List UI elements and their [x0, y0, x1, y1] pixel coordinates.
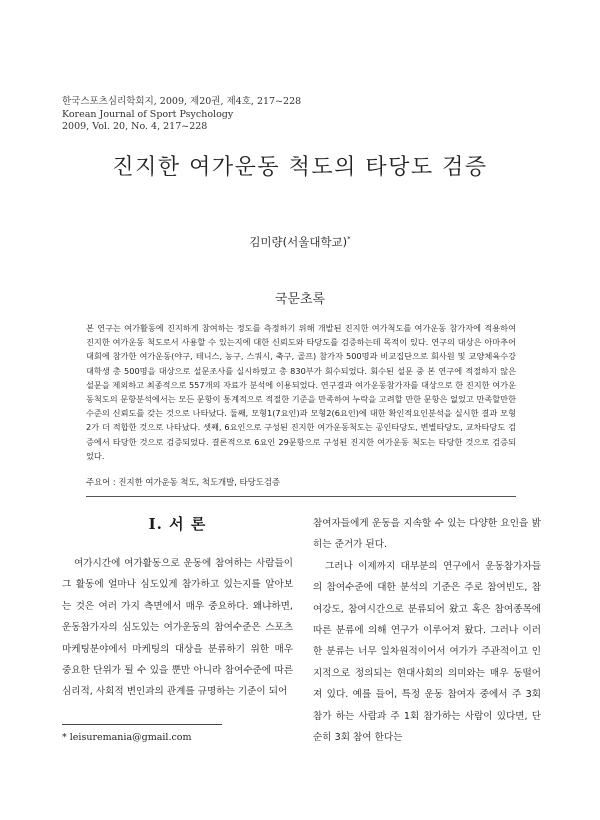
keywords: 주요어 : 진지한 여가운동 척도, 척도개발, 타당도검증: [86, 477, 281, 487]
author-line: [0, 234, 600, 250]
abstract-heading: 국문초록: [274, 292, 326, 307]
journal-name-english: Korean Journal of Sport Psychology: [62, 108, 234, 120]
author-footnote-mark: *: [347, 235, 351, 244]
abstract-divider: [86, 496, 516, 497]
journal-citation-korean: 한국스포츠심리학회지, 2009, 제20권, 제4호, 217~228: [62, 96, 302, 107]
body-paragraph: 참여자들에게 운동을 지속할 수 있는 다양한 요인을 밝히는 준거가 된다.: [313, 518, 541, 551]
abstract-text: 본 연구는 여가활동에 진지하게 참여하는 정도를 측정하기 위해 개발된 진지한 여가척도를 여가운동 참가자에 적용하여 진지한 여가운동 척도로서 사용할 수 있는지에 대한 신뢰도와 타당도를 검증하는데 목적이 있다. 연구의 대상은 아마추어 대회에 참가한 여가운동(야구, 테니스, 농구, 스쿼시, 축구, 골프) 참가자 500명과 비교집단으로 회사원 및 교양체육수강 대학생 총 500명을 대상으로 설문조사를 실시하였고 총 830부가 회수되었다. 회수된 설문 중 본 연구에 적절하지 않은 설문을 제외하고 최종적으로 557개의 자료가 분석에 이용되었다. 연구결과 여가운동참가자를 대상으로 한 진지한 여가운동척도의 문항분석에서는 모든 문항이 통계적으로 적절한 기준을 만족하여 누락을 고려할 만한 문항은 없었고 만족할만한 수준의 신뢰도를 갖는 것으로 나타났다. 둘째, 모형1(7요인)과 모형2(6요인)에 대한 확인적요인분석을 실시한 결과 모형2가 더 적합한 것으로 나타났다. 셋째, 6요인으로 구성된 진지한 여가운동척도는 공인타당도, 변별타당도, 교차타당도 검증에서 타당한 것으로 검증되었다. 결론적으로 6요인 29문항으로 구성된 진지한 여가운동 척도는 타당한 것으로 검증되었다.: [86, 323, 516, 461]
body-column-left: [62, 513, 293, 703]
body-paragraph: 그러나 이제까지 대부분의 연구에서 운동참가자들의 참여수준에 대한 분석의 기준은 주로 참여빈도, 참여강도, 참여시간으로 분류되어 왔고 혹은 참여종목에 따른 분류에 의해 연구가 이루어져 왔다. 그러나 이러한 분류는 너무 일차원적이어서 여가가 주관적이고 인지적으로 정의되는 현대사회의 의미와는 매우 동떨어져 있다. 예를 들어, 특정 운동 참여자 중에서 주 3회 참가 하는 사람과 주 1회 참가하는 사람이 있다면, 단순히 3회 참여 한다는: [313, 560, 541, 744]
paper-title: 진지한 여가운동 척도의 타당도 검증: [112, 155, 488, 180]
body-paragraph: 여가시간에 여가활동으로 운동에 참여하는 사람들이 그 활동에 얼마나 심도있게 참가하고 있는지를 알아보는 것은 여러 가지 측면에서 매우 중요하다. 왜냐하면, 운동참가자의 심도있는 여가운동의 참여수준은 스포츠 마케팅분야에서 마케팅의 대상을 분류하기 위한 매우 중요한 단위가 될 수 있을 뿐만 아니라 참여수준에 따른 심리적, 사회적 변인과의 관계를 규명하는 기준이 되어: [62, 558, 293, 698]
author-name: 김미량(서울대학교): [249, 235, 348, 249]
section-heading: I. 서 론: [148, 515, 207, 533]
journal-header: [62, 96, 301, 134]
footnote-rule: [62, 724, 222, 725]
footnote-email: * leisuremania@gmail.com: [62, 732, 192, 743]
journal-citation-english: 2009, Vol. 20, No. 4, 217~228: [62, 121, 208, 132]
body-column-right: [313, 513, 541, 748]
